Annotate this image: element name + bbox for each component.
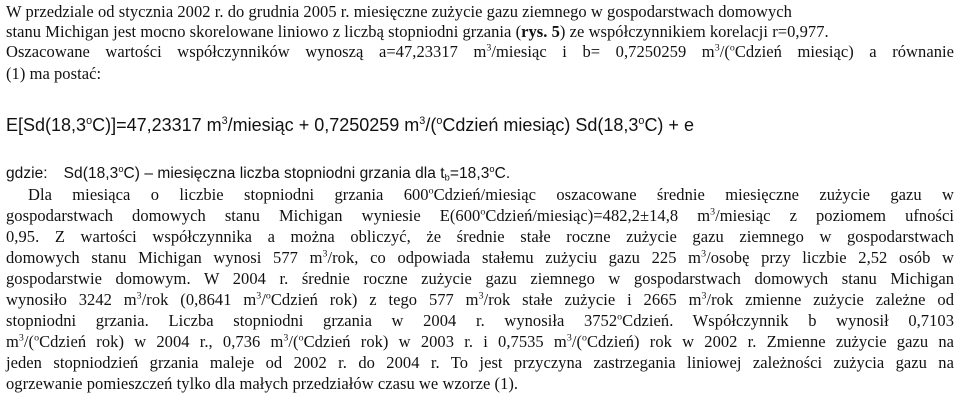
text-segment: m [6, 332, 19, 351]
text-line-3 [6, 42, 954, 62]
paragraph-line-4 [6, 248, 954, 268]
degree-superscript: o [118, 163, 124, 174]
degree-superscript: o [265, 290, 271, 302]
text-segment: wynosiło 3242 m [6, 290, 137, 309]
text-segment: /( [288, 332, 299, 351]
text-segment: / [261, 290, 266, 309]
text-segment: /( [719, 42, 730, 61]
text-segment: Oszacowane wartości współczynników wynoszą a=47,23317 m [6, 42, 487, 61]
paragraph-line-7 [6, 311, 954, 331]
degree-superscript: o [582, 332, 587, 344]
text-line-4 [6, 64, 101, 84]
paragraph-line-9 [6, 353, 954, 373]
superscript: 3 [486, 42, 492, 54]
degree-superscript: o [428, 185, 434, 197]
text-segment: gospodarstwach domowych stanu Michigan wyniesie E(600 [6, 206, 481, 225]
paragraph-line-3 [6, 227, 954, 247]
degree-superscript: o [86, 114, 93, 127]
superscript: 3 [136, 290, 142, 302]
definition-line [6, 164, 510, 184]
superscript: 3 [701, 290, 707, 302]
text-segment: /osobę przy liczbie 2,52 osób w [706, 248, 954, 267]
equation-part: C)]=47,23317 m [92, 115, 222, 135]
text-segment: Sd(18,3 [63, 165, 119, 182]
superscript: 3 [710, 206, 716, 218]
text-segment: Cdzień rok) w 2004 r., 0,736 m [39, 332, 284, 351]
text-segment: ogrzewanie pomieszczeń tylko dla małych przedziałów czasu we wzorze (1). [6, 374, 519, 393]
equation-part: C) + e [644, 115, 694, 135]
superscript: 3 [283, 332, 289, 344]
text-segment: /rok (0,8641 m [141, 290, 257, 309]
text-segment: /rok zmienne zużycie zależne od [706, 290, 954, 309]
paragraph-line-1 [6, 185, 954, 205]
text-segment: /( [23, 332, 35, 351]
paragraph-line-8 [6, 332, 954, 352]
paragraph-line-10 [6, 374, 518, 394]
text-segment: Dla miesiąca o liczbie stopniodni grzania 600 [28, 185, 429, 204]
degree-superscript: o [480, 206, 486, 218]
text-segment: =18,3 [449, 165, 490, 182]
degree-superscript: o [34, 332, 40, 344]
superscript: 3 [322, 248, 328, 260]
degree-superscript: o [436, 114, 443, 127]
degree-superscript: o [489, 163, 495, 174]
degree-superscript: o [729, 42, 735, 54]
equation-part: /( [425, 115, 437, 135]
text-segment: Cdzień/miesiąc oszacowane średnie miesięczne zużycie gazu w [433, 185, 954, 204]
subscript: b [444, 172, 450, 183]
text-segment: stanu Michigan jest mocno skorelowane liniowo z liczbą stopniodni grzania (rys. 5) ze współczynnikiem korelacji r=0,977. [6, 22, 829, 41]
text-segment: jeden stopniodzień grzania maleje od 2002 r. do 2004 r. To jest przyczyna zastrzegania liniowej zależności zużycia gazu na [6, 353, 954, 372]
equation [6, 114, 694, 136]
text-segment: (1) ma postać: [6, 64, 102, 83]
text-segment: /miesiąc i b= 0,7250259 m [491, 42, 715, 61]
superscript: 3 [256, 290, 262, 302]
superscript: 3 [566, 332, 572, 344]
equation-part: E[Sd(18,3 [6, 115, 87, 135]
paragraph-line-6 [6, 290, 954, 310]
text-segment: /miesiąc z poziomem ufności [715, 206, 955, 225]
text-line-1 [6, 2, 792, 22]
text-segment: Cdzień miesiąc) a równanie [734, 42, 954, 61]
text-segment: domowych stanu Michigan wynosi 577 m [6, 248, 323, 267]
degree-superscript: o [617, 311, 623, 323]
text-segment: W przedziale od stycznia 2002 r. do grudnia 2005 r. miesięczne zużycie gazu ziemnego w gospodarstwach domowych [6, 2, 792, 21]
text-segment: stopniodni grzania. Liczba stopniodni grzania w 2004 r. wynosiła 3752 [6, 311, 618, 330]
degree-superscript: o [298, 332, 304, 344]
text-segment: Cdzień. Współczynnik b wynosił 0,7103 [622, 311, 955, 330]
equation-part: /miesiąc + 0,7250259 m [227, 115, 420, 135]
superscript: 3 [478, 290, 484, 302]
text-segment: /rok stałe zużycie i 2665 m [483, 290, 702, 309]
superscript: 3 [18, 332, 24, 344]
superscript: 3 [419, 114, 426, 127]
text-segment: C) – miesięczna liczba stopniodni grzania dla t [123, 165, 445, 182]
equation-part: Cdzień miesiąc) Sd(18,3 [442, 115, 639, 135]
paragraph-line-5 [6, 269, 954, 289]
text-segment: gospodarstwie domowym. W 2004 r. średnie roczne zużycie gazu ziemnego w gospodarstwach domowych stanu Michigan [6, 269, 954, 288]
text-segment: 0,95. Z wartości współczynnika a można obliczyć, że średnie stałe roczne zużycie gazu ziemnego w gospodarstwach [6, 227, 954, 246]
text-segment: /( [571, 332, 582, 351]
text-line-2 [6, 22, 829, 42]
superscript: 3 [701, 248, 707, 260]
degree-superscript: o [638, 114, 645, 127]
text-segment: Cdzień) rok w 2002 r. Zmienne zużycie gazu na [587, 332, 954, 351]
superscript: 3 [221, 114, 228, 127]
superscript: 3 [714, 42, 720, 54]
text-segment: Cdzień rok) z tego 577 m [270, 290, 479, 309]
text-segment: C. [494, 165, 511, 182]
definition-label: gdzie: [6, 165, 48, 182]
text-segment: /rok, co odpowiada stałemu zużyciu gazu 225 m [327, 248, 702, 267]
text-segment: Cdzień rok) w 2003 r. i 0,7535 m [303, 332, 567, 351]
paragraph-line-2 [6, 206, 954, 226]
text-segment: Cdzień/miesiąc)=482,2±14,8 m [485, 206, 711, 225]
